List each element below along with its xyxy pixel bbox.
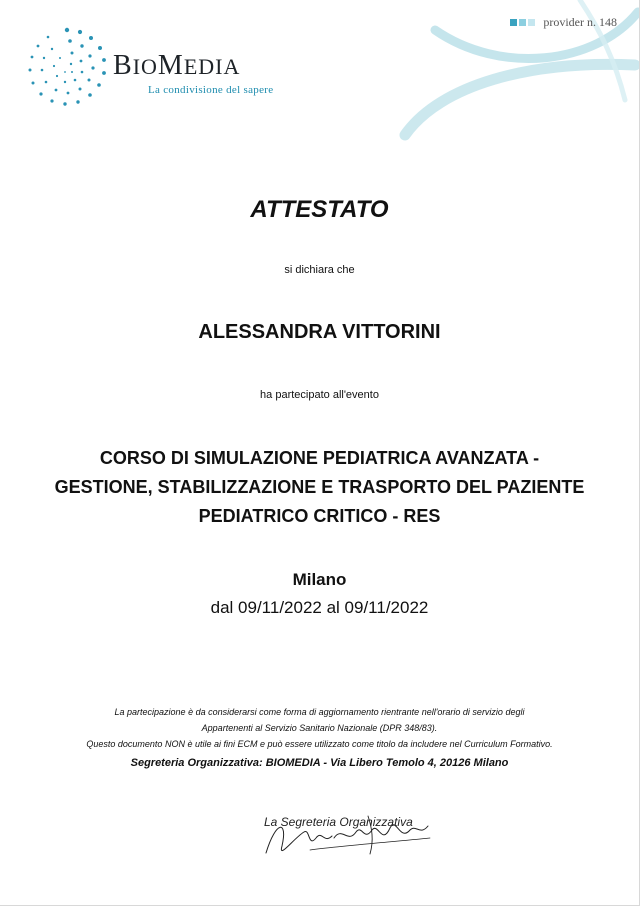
square-icon [519, 19, 526, 26]
handwritten-signature [250, 808, 450, 868]
participant-name: ALESSANDRA VITTORINI [198, 321, 441, 343]
note-line: La partecipazione è da considerarsi come forma di aggiornamento rientrante nell'orario di servizio degli [114, 707, 525, 717]
logo-tagline: La condivisione del sapere [148, 84, 274, 96]
note-line: Appartenenti al Servizio Sanitario Nazionale (DPR 348/83). [201, 723, 438, 733]
logo-wordmark [113, 50, 240, 82]
logo-letters: IO [132, 54, 158, 79]
note-line: Questo documento NON è utile ai fini ECM e può essere utilizzato come titolo da includere nel Curriculum Formativo. [86, 739, 553, 749]
declares-text: si dichiara che [284, 264, 355, 276]
course-title-line: PEDIATRICO CRITICO - RES [198, 506, 441, 526]
footer-notes [0, 704, 639, 752]
square-icon [528, 19, 535, 26]
square-icon [510, 19, 517, 26]
participated-text: ha partecipato all'evento [260, 389, 379, 401]
logo-letter: M [157, 50, 184, 81]
event-dates: dal 09/11/2022 al 09/11/2022 [210, 598, 429, 617]
biomedia-logo-icon [24, 24, 110, 110]
event-city: Milano [292, 570, 347, 589]
certificate-title: ATTESTATO [250, 196, 389, 223]
course-title-line: GESTIONE, STABILIZZAZIONE E TRASPORTO DEL PAZIENTE [54, 477, 585, 497]
course-title-line: CORSO DI SIMULAZIONE PEDIATRICA AVANZATA - [99, 448, 540, 468]
provider-number [510, 15, 617, 30]
logo-letter: B [113, 50, 133, 81]
logo-letters: EDIA [183, 54, 241, 79]
signature-label: La Segreteria Organizzativa [264, 815, 413, 829]
course-title [0, 444, 639, 531]
provider-text: provider n. 148 [543, 15, 617, 29]
secretariat-info: Segreteria Organizzativa: BIOMEDIA - Via Libero Temolo 4, 20126 Milano [130, 757, 509, 769]
